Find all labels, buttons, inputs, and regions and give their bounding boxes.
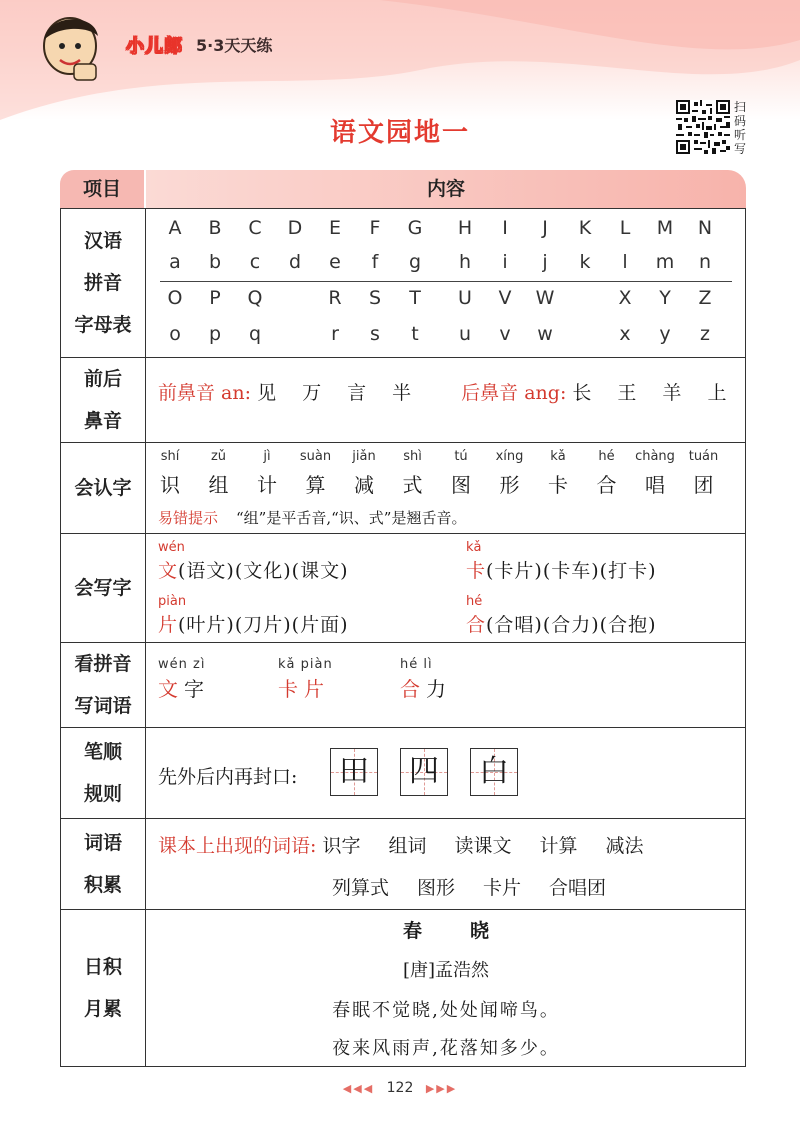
alphabet-letter: Z [698,287,712,309]
accumulation-word: 减法 [605,835,644,857]
literacy-char: 减 [354,473,374,497]
literacy-pinyin: chàng [635,449,675,464]
literacy-char-row [158,469,738,497]
literacy-char: 计 [257,473,277,497]
literacy-pinyin: zǔ [210,449,227,464]
alphabet-letter: v [499,323,511,345]
row-label-literacy: 会认字 [61,443,146,534]
alphabet-row-upper-1 [160,217,730,253]
poem-line: 夜来风雨声,花落知多少。 [332,1038,560,1059]
alphabet-letter: G [407,217,423,239]
tip-label: 易错提示 [158,509,219,527]
row-label-writing: 会写字 [61,534,146,643]
nasal-word: 上 [707,382,727,404]
literacy-pinyin: hé [598,449,615,464]
qr-label: 扫码听写 [734,100,747,156]
row-label-accumulation: 词语 积累 [61,819,146,910]
tianzi-grid: 四 [400,748,448,796]
alphabet-letter: C [248,217,262,239]
front-nasal-words [257,378,437,405]
accumulation-word: 合唱团 [549,877,607,899]
accumulation-intro: 课本上出现的词语: [158,835,317,857]
alphabet-letter: X [618,287,632,309]
accumulation-word: 组词 [388,835,427,857]
alphabet-letter: N [697,217,713,239]
literacy-char: 形 [499,473,520,497]
literacy-pinyin: kǎ [550,449,566,464]
alphabet-letter: T [409,287,421,309]
writing-item: wén 文(语文)(文化)(课文) [158,540,349,582]
alphabet-letter: f [371,251,379,273]
literacy-pinyin: jiǎn [352,449,376,464]
literacy-pinyin: shì [403,449,422,464]
literacy-pinyin: shí [160,449,180,464]
row-accumulation [61,819,746,910]
alphabet-letter: w [537,323,553,345]
literacy-char: 团 [693,473,714,497]
literacy-char: 卡 [548,473,568,497]
brand-name: 小儿郎 [126,36,183,57]
nasal-word: 王 [617,382,637,404]
alphabet-letter: s [370,323,380,345]
header-item: 项目 [60,170,144,208]
stroke-rule: 先外后内再封口: [158,766,298,788]
literacy-pinyin: jì [263,449,271,464]
pinyin-word-item: hé lì 合力 [400,657,452,701]
writing-content [146,534,746,643]
content-table [60,170,746,1067]
literacy-char: 识 [160,473,180,497]
alphabet-letter: i [502,251,508,273]
back-nasal-words [572,378,752,405]
literacy-pinyin: xíng [495,449,524,464]
poem-title: 春晓 [402,920,537,942]
row-alphabet [61,209,746,358]
accumulation-word: 卡片 [483,877,522,899]
error-tip [158,507,466,528]
literacy-char: 式 [402,473,423,497]
alphabet-letter: y [659,323,671,345]
poem-author: [唐]孟浩然 [402,960,490,981]
mascot-boy-icon [8,6,118,86]
literacy-char: 唱 [645,473,665,497]
writing-item: hé 合(合唱)(合力)(合抱) [466,594,657,636]
literacy-char: 组 [208,473,229,497]
literacy-pinyin: suàn [299,449,332,464]
row-poem [61,910,746,1067]
literacy-char: 图 [451,473,471,497]
qr-code-icon[interactable] [676,100,730,154]
nasal-content [146,358,746,443]
alphabet-letter: M [656,217,674,239]
alphabet-letter: j [542,251,548,273]
alphabet-letter: W [535,287,555,309]
alphabet-letter: r [331,323,339,345]
alphabet-letter: x [619,323,631,345]
alphabet-letter: a [169,251,181,273]
stroke-content [146,728,746,819]
accumulation-line-2 [332,873,634,900]
alphabet-letter: c [249,251,261,273]
alphabet-letter: Y [659,287,671,309]
alphabet-letter: p [208,323,222,345]
alphabet-letter: S [368,287,382,309]
nasal-word: 半 [392,382,412,404]
alphabet-letter: n [698,251,712,273]
row-stroke [61,728,746,819]
row-label-pinyin-words: 看拼音 写词语 [61,643,146,728]
accumulation-word: 读课文 [454,835,512,857]
alphabet-letter: d [288,251,302,273]
alphabet-table [146,209,746,358]
writing-item: piàn 片(叶片)(刀片)(片面) [158,594,349,636]
literacy-content [146,443,746,534]
back-nasal-label: 后鼻音 ang: [461,382,567,404]
accumulation-word: 列算式 [332,877,390,899]
accumulation-content [146,819,746,910]
front-nasal-label: 前鼻音 an: [158,382,252,404]
literacy-pinyin: tuán [688,449,719,464]
header-content: 内容 [146,170,746,208]
row-label-alphabet: 汉语 拼音 字母表 [61,209,146,358]
alphabet-letter: o [169,323,181,345]
pinyin-words-content [146,643,746,728]
alphabet-letter: z [700,323,710,345]
alphabet-row-upper-2 [160,287,730,323]
alphabet-letter: e [329,251,341,273]
alphabet-letter: P [209,287,221,309]
pinyin-word-item: kǎ piàn 卡片 [278,657,333,701]
table-header [60,170,746,208]
alphabet-letter: b [208,251,222,273]
writing-item: kǎ 卡(卡片)(卡车)(打卡) [466,540,657,582]
alphabet-letter: V [498,287,512,309]
nasal-word: 言 [347,382,367,404]
alphabet-letter: D [287,217,303,239]
alphabet-letter: q [248,323,262,345]
row-label-nasal: 前后 鼻音 [61,358,146,443]
alphabet-letter: U [458,287,472,309]
alphabet-letter: F [369,217,381,239]
literacy-pinyin-row [158,447,738,471]
literacy-char: 合 [596,473,617,497]
alphabet-letter: A [168,217,182,239]
alphabet-letter: H [457,217,473,239]
alphabet-letter: Q [247,287,263,309]
nasal-word: 万 [302,382,322,404]
row-label-poem: 日积 月累 [61,910,146,1067]
alphabet-letter: B [208,217,222,239]
accumulation-word: 计算 [539,835,578,857]
row-literacy [61,443,746,534]
page-number: ◀◀◀ 122 ▶▶▶ [342,1080,458,1096]
right-arrows-icon: ▶▶▶ [425,1082,458,1095]
page-title: 语文园地一 [329,118,470,148]
pinyin-word-item: wén zì 文字 [158,657,210,701]
accumulation-line-1 [158,831,672,858]
alphabet-letter: I [502,217,508,239]
accumulation-word: 图形 [417,877,456,899]
left-arrows-icon: ◀◀◀ [342,1082,375,1095]
brand-logo [8,6,308,86]
alphabet-letter: u [458,323,472,345]
alphabet-letter: R [328,287,342,309]
nasal-word: 见 [257,382,277,404]
alphabet-row-lower-2 [160,323,730,359]
alphabet-letter: h [458,251,472,273]
nasal-word: 羊 [662,382,682,404]
literacy-pinyin: tú [454,449,468,464]
alphabet-letter: l [622,251,628,273]
alphabet-divider [160,281,732,282]
alphabet-letter: L [619,217,631,239]
brand-series: 5·3天天练 [196,36,273,55]
poem-content [146,910,746,1067]
alphabet-letter: O [167,287,183,309]
accumulation-word: 识字 [322,835,361,857]
row-nasal [61,358,746,443]
poem-line: 春眠不觉晓,处处闻啼鸟。 [332,1000,560,1021]
nasal-word: 长 [572,382,592,404]
alphabet-letter: J [542,217,548,239]
tip-text: “组”是平舌音,“识、式”是翘舌音。 [236,509,467,527]
row-pinyin-words [61,643,746,728]
alphabet-letter: g [408,251,422,273]
alphabet-letter: E [328,217,341,239]
alphabet-letter: k [579,251,591,273]
row-writing [61,534,746,643]
literacy-char: 算 [305,473,326,497]
alphabet-letter: m [655,251,675,273]
tianzi-grid: 田 [330,748,378,796]
alphabet-letter: t [411,323,419,345]
tianzi-grid: 白 [470,748,518,796]
row-label-stroke: 笔顺 规则 [61,728,146,819]
alphabet-letter: K [578,217,592,239]
